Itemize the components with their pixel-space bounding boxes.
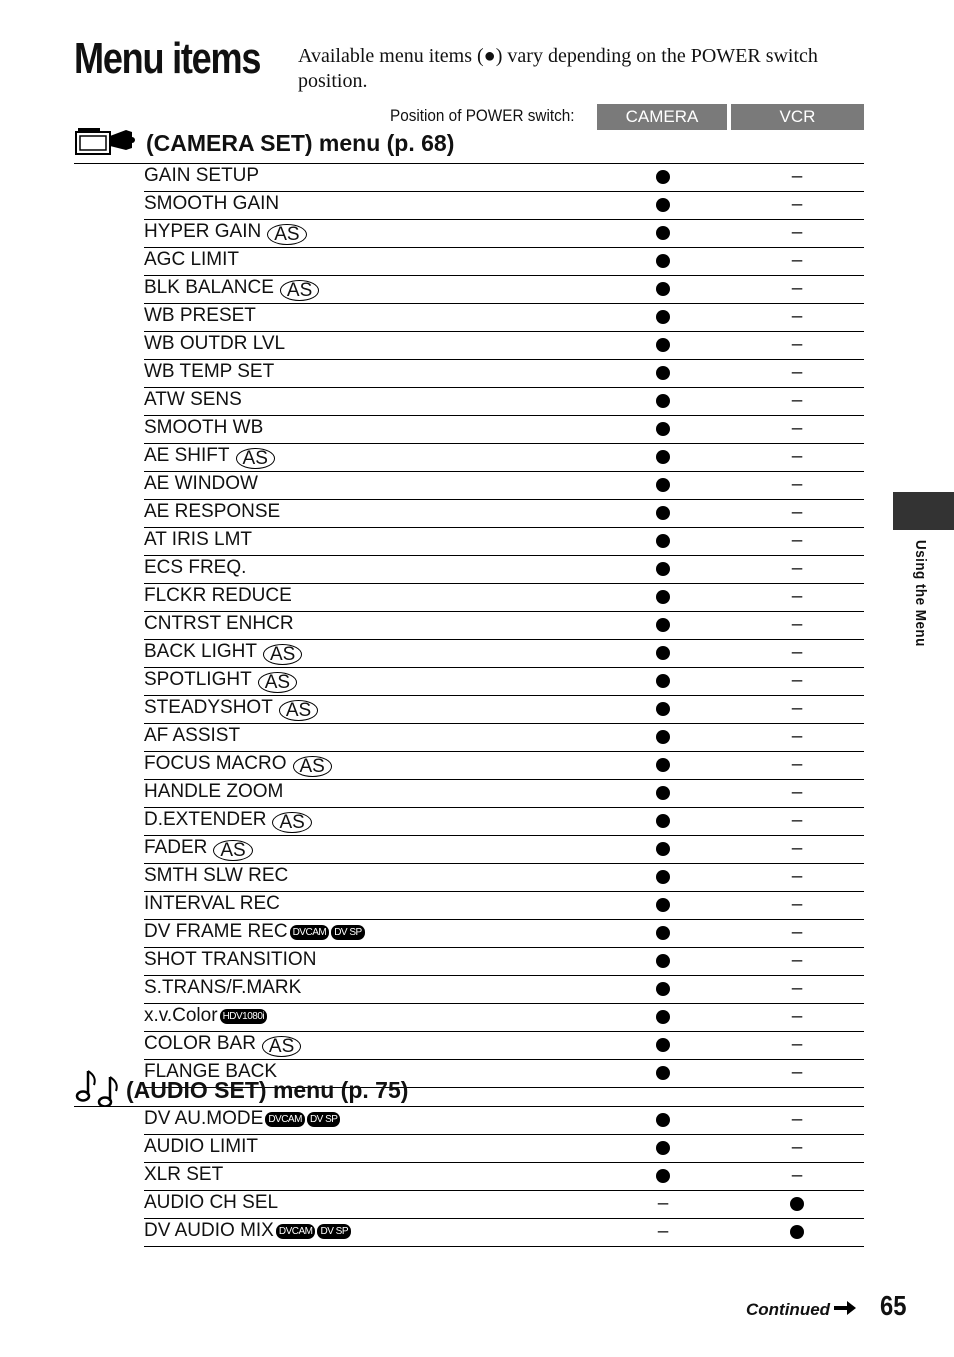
camera-availability [648,864,678,890]
table-row [144,164,864,192]
chapter-label: Using the Menu [912,540,929,647]
menu-item-name: ECS FREQ. [144,557,247,578]
vcr-availability: – [791,418,803,439]
menu-item-label [144,277,319,301]
available-dot [656,926,670,940]
vcr-availability: – [791,362,803,383]
menu-item-label [144,1108,340,1130]
camera-availability [648,304,678,330]
position-label: Position of POWER switch: [390,106,575,125]
continued-text: Continued [746,1300,831,1319]
menu-item-label [144,249,239,271]
camera-availability [648,220,678,246]
table-row [144,388,864,416]
vcr-availability: – [791,810,803,831]
vcr-availability: – [791,194,803,215]
available-dot [656,758,670,772]
camera-availability [648,276,678,302]
vcr-availability: – [791,866,803,887]
vcr-availability: – [791,502,803,523]
menu-item-name: SMTH SLW REC [144,865,289,886]
camera-set-table [144,164,864,1088]
camera-availability [648,1004,678,1030]
camera-availability [648,724,678,750]
menu-item-label [144,837,253,861]
menu-item-label [144,193,279,215]
table-row [144,1219,864,1247]
table-row [144,444,864,472]
vcr-availability: – [791,278,803,299]
camera-availability [648,948,678,974]
menu-item-label [144,641,302,665]
available-dot [656,506,670,520]
available-dot [656,450,670,464]
menu-item-label [144,585,292,607]
camera-availability [648,444,678,470]
camera-availability [648,1135,678,1161]
camera-availability [648,668,678,694]
camera-availability [648,640,678,666]
menu-item-label [144,1164,223,1186]
available-dot [656,1038,670,1052]
vcr-availability: – [791,474,803,495]
vcr-availability: – [791,1006,803,1027]
camera-icon [74,126,136,163]
available-dot [656,1141,670,1155]
available-dot [656,786,670,800]
camera-availability [648,612,678,638]
page-number: 65 [880,1290,907,1321]
menu-item-label [144,1005,267,1027]
table-row [144,332,864,360]
available-dot [656,1010,670,1024]
camera-availability [648,696,678,722]
camera-availability: – [657,1193,669,1214]
available-dot [656,646,670,660]
table-row [144,948,864,976]
format-badge: DVCAM [276,1224,316,1239]
table-row [144,696,864,724]
available-dot [656,674,670,688]
vcr-availability: – [791,530,803,551]
continued-note [746,1300,856,1320]
audio-set-title: (AUDIO SET) menu (p. 75) [126,1077,409,1103]
menu-item-name: HANDLE ZOOM [144,781,284,802]
table-row [144,1135,864,1163]
menu-item-label [144,809,312,833]
as-badge: AS [293,756,332,777]
table-row [144,472,864,500]
as-badge: AS [236,448,275,469]
menu-item-name: SPOTLIGHT [144,669,252,690]
available-dot [656,394,670,408]
as-badge: AS [280,280,319,301]
vcr-availability: – [791,838,803,859]
menu-item-label [144,1220,351,1242]
available-dot [656,1113,670,1127]
table-row [144,556,864,584]
menu-item-label [144,305,256,327]
available-dot [656,590,670,604]
menu-item-name: SMOOTH WB [144,417,264,438]
table-row [144,528,864,556]
vcr-availability: – [791,1165,803,1186]
menu-item-name: FLCKR REDUCE [144,585,292,606]
menu-item-label [144,613,294,635]
column-camera: CAMERA [597,104,727,130]
menu-item-label [144,389,242,411]
arrow-right-icon [834,1300,856,1320]
vcr-availability: – [791,166,803,187]
available-dot [656,898,670,912]
menu-item-name: FADER [144,837,208,858]
vcr-availability: – [791,446,803,467]
available-dot [656,702,670,716]
camera-availability [648,976,678,1002]
vcr-availability: – [791,390,803,411]
table-row [144,808,864,836]
table-row [144,640,864,668]
vcr-availability: – [791,642,803,663]
table-row [144,1163,864,1191]
as-badge: AS [279,700,318,721]
vcr-availability: – [791,754,803,775]
camera-availability [648,388,678,414]
camera-availability [648,836,678,862]
available-dot [656,1169,670,1183]
intro-text: Available menu items (●) vary depending on the POWER switch position. [298,45,818,92]
available-dot [656,730,670,744]
audio-set-header [74,1075,864,1107]
vcr-availability: – [791,922,803,943]
format-badge: DV SP [331,925,365,940]
available-dot [656,226,670,240]
menu-item-name: XLR SET [144,1164,224,1185]
menu-item-label [144,221,307,245]
camera-availability [648,1107,678,1133]
table-row [144,668,864,696]
vcr-availability: – [791,1137,803,1158]
camera-availability [648,528,678,554]
available-dot [656,562,670,576]
camera-availability [648,164,678,190]
format-badge: DV SP [307,1112,341,1127]
vcr-availability [782,1219,812,1245]
menu-item-name: AE WINDOW [144,473,258,494]
menu-item-label [144,697,318,721]
vcr-availability: – [791,334,803,355]
table-row [144,752,864,780]
available-dot [656,618,670,632]
table-row [144,780,864,808]
available-dot [656,954,670,968]
as-badge: AS [263,644,302,665]
vcr-availability: – [791,586,803,607]
menu-item-name: x.v.Color [144,1005,218,1026]
vcr-availability: – [791,978,803,999]
vcr-availability: – [791,558,803,579]
available-dot [656,310,670,324]
vcr-availability: – [791,698,803,719]
menu-item-name: AE RESPONSE [144,501,281,522]
available-dot [656,366,670,380]
available-dot [656,870,670,884]
menu-item-label [144,445,275,469]
table-row [144,864,864,892]
chapter-tab [893,492,954,530]
camera-availability: – [657,1221,669,1242]
camera-availability [648,584,678,610]
menu-item-name: AUDIO CH SEL [144,1192,279,1213]
menu-item-name: WB OUTDR LVL [144,333,286,354]
menu-item-name: D.EXTENDER [144,809,267,830]
available-dot [656,198,670,212]
audio-set-table [144,1107,864,1247]
camera-set-title: (CAMERA SET) menu (p. 68) [146,130,455,156]
as-badge: AS [272,812,311,833]
vcr-availability: – [791,670,803,691]
table-row [144,920,864,948]
column-vcr: VCR [731,104,864,130]
menu-item-label [144,501,280,523]
camera-availability [648,1032,678,1058]
menu-item-name: FLANGE BACK [144,1061,278,1082]
as-badge: AS [267,224,306,245]
menu-item-name: DV AUDIO MIX [144,1220,274,1241]
as-badge: AS [258,672,297,693]
available-dot [656,814,670,828]
available-dot [656,534,670,548]
available-dot [656,282,670,296]
table-row [144,192,864,220]
menu-item-label [144,977,301,999]
menu-item-label [144,1192,278,1214]
vcr-availability: – [791,1109,803,1130]
vcr-availability [782,1191,812,1217]
menu-item-label [144,893,280,915]
table-row [144,724,864,752]
camera-availability [648,332,678,358]
menu-item-name: HYPER GAIN [144,221,262,242]
menu-item-label [144,781,283,803]
vcr-availability: – [791,306,803,327]
camera-availability [648,808,678,834]
menu-item-name: ATW SENS [144,389,242,410]
table-row [144,248,864,276]
format-badge: DVCAM [265,1112,305,1127]
menu-item-name: COLOR BAR [144,1033,256,1054]
menu-item-name: SMOOTH GAIN [144,193,280,214]
menu-item-name: AF ASSIST [144,725,241,746]
format-badge: HDV1080i [220,1009,268,1024]
vcr-availability: – [791,614,803,635]
menu-item-label [144,921,365,943]
menu-item-label [144,1033,301,1057]
menu-item-name: INTERVAL REC [144,893,280,914]
available-dot [656,842,670,856]
menu-item-label [144,557,246,579]
camera-availability [648,556,678,582]
available-dot [656,982,670,996]
menu-item-name: CNTRST ENHCR [144,613,294,634]
as-badge: AS [262,1036,301,1057]
menu-item-label [144,753,332,777]
table-row [144,836,864,864]
table-row [144,304,864,332]
menu-item-name: AUDIO LIMIT [144,1136,259,1157]
available-dot [656,422,670,436]
table-row [144,416,864,444]
table-row [144,976,864,1004]
available-dot [656,338,670,352]
camera-availability [648,752,678,778]
menu-item-label [144,361,274,383]
available-dot [790,1197,804,1211]
menu-item-name: AE SHIFT [144,445,230,466]
menu-item-label [144,417,263,439]
format-badge: DV SP [317,1224,351,1239]
camera-set-header [74,124,864,164]
menu-item-name: AGC LIMIT [144,249,240,270]
menu-item-name: BACK LIGHT [144,641,257,662]
menu-item-label [144,865,288,887]
menu-item-label [144,725,240,747]
camera-availability [648,892,678,918]
vcr-availability: – [791,250,803,271]
table-row [144,1107,864,1135]
camera-availability [648,416,678,442]
vcr-availability: – [791,782,803,803]
menu-item-label [144,949,316,971]
menu-item-name: BLK BALANCE [144,277,274,298]
menu-item-label [144,529,252,551]
table-row [144,584,864,612]
table-row [144,612,864,640]
available-dot [656,170,670,184]
vcr-availability: – [791,1062,803,1083]
camera-availability [648,920,678,946]
table-row [144,892,864,920]
available-dot [656,254,670,268]
vcr-availability: – [791,726,803,747]
menu-item-name: AT IRIS LMT [144,529,253,550]
menu-item-name: S.TRANS/F.MARK [144,977,302,998]
vcr-availability: – [791,1034,803,1055]
menu-item-name: DV FRAME REC [144,921,288,942]
music-notes-icon [74,1067,122,1112]
table-row [144,500,864,528]
menu-item-name: SHOT TRANSITION [144,949,317,970]
camera-availability [648,192,678,218]
menu-item-name: STEADYSHOT [144,697,273,718]
camera-availability [648,500,678,526]
camera-availability [648,360,678,386]
camera-availability [648,472,678,498]
menu-item-label [144,473,258,495]
available-dot [790,1225,804,1239]
table-row [144,1004,864,1032]
camera-availability [648,780,678,806]
table-row [144,1032,864,1060]
as-badge: AS [213,840,252,861]
table-row [144,1191,864,1219]
vcr-availability: – [791,894,803,915]
available-dot [656,478,670,492]
format-badge: DVCAM [290,925,330,940]
camera-availability [648,248,678,274]
table-row [144,360,864,388]
table-row [144,276,864,304]
page-title: Menu items [74,34,261,83]
camera-availability [648,1163,678,1189]
menu-item-name: WB PRESET [144,305,256,326]
menu-item-label [144,1136,258,1158]
menu-item-name: DV AU.MODE [144,1108,264,1129]
menu-item-name: WB TEMP SET [144,361,275,382]
menu-item-label [144,669,297,693]
vcr-availability: – [791,950,803,971]
menu-item-name: GAIN SETUP [144,165,260,186]
table-row [144,220,864,248]
menu-item-name: FOCUS MACRO [144,753,287,774]
menu-item-label [144,165,259,187]
vcr-availability: – [791,222,803,243]
menu-item-label [144,333,285,355]
